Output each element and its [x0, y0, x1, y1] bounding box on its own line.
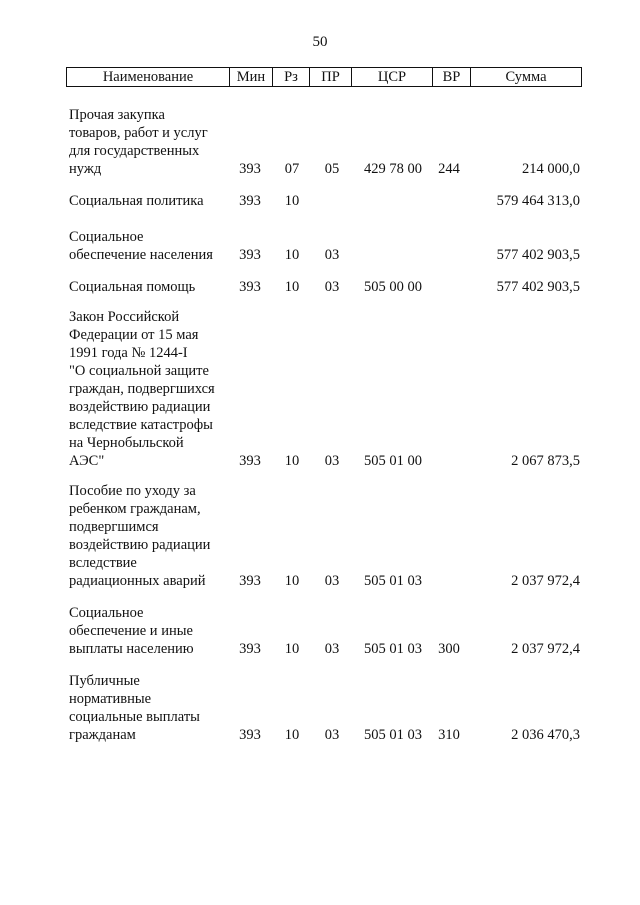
row-csr: 505 01 00 — [364, 453, 422, 469]
row-min: 393 — [239, 279, 261, 295]
table-row — [0, 484, 640, 590]
row-pr: 03 — [324, 247, 340, 263]
table-row — [0, 190, 640, 210]
row-rz: 10 — [284, 193, 300, 209]
header-name: Наименование — [67, 68, 230, 87]
table-row — [0, 226, 640, 264]
row-name: Пособие по уходу за ребенком гражданам, подвергшимся воздействию радиации вследствие радиационных аварий — [69, 483, 211, 589]
row-min: 393 — [239, 161, 261, 177]
header-vr: ВР — [433, 68, 471, 87]
row-rz: 10 — [284, 727, 300, 743]
row-csr: 505 01 03 — [364, 727, 422, 743]
table-header — [66, 67, 582, 87]
row-rz: 10 — [284, 453, 300, 469]
row-pr: 03 — [324, 641, 340, 657]
row-min: 393 — [239, 247, 261, 263]
row-sum: 2 067 873,5 — [511, 453, 580, 469]
row-sum: 577 402 903,5 — [496, 247, 580, 263]
row-vr: 244 — [438, 161, 460, 177]
header-sum: Сумма — [471, 68, 582, 87]
row-vr: 300 — [438, 641, 460, 657]
row-sum: 579 464 313,0 — [496, 193, 580, 209]
header-csr: ЦСР — [352, 68, 433, 87]
row-pr: 03 — [324, 573, 340, 589]
row-rz: 10 — [284, 279, 300, 295]
row-rz: 10 — [284, 573, 300, 589]
row-min: 393 — [239, 453, 261, 469]
table-row — [0, 276, 640, 296]
row-csr: 505 01 03 — [364, 641, 422, 657]
row-min: 393 — [239, 727, 261, 743]
row-csr: 505 01 03 — [364, 573, 422, 589]
row-pr: 03 — [324, 279, 340, 295]
table-row — [0, 604, 640, 658]
row-rz: 10 — [284, 641, 300, 657]
table-row — [0, 672, 640, 744]
row-sum: 2 036 470,3 — [511, 727, 580, 743]
page-number: 50 — [312, 34, 328, 50]
row-pr: 03 — [324, 453, 340, 469]
row-sum: 577 402 903,5 — [496, 279, 580, 295]
table-row — [0, 309, 640, 470]
table-row — [0, 100, 640, 178]
row-sum: 2 037 972,4 — [511, 573, 580, 589]
row-min: 393 — [239, 193, 261, 209]
row-rz: 10 — [284, 247, 300, 263]
row-name: Социальное обеспечение и иные выплаты населению — [69, 605, 194, 657]
header-pr: ПР — [310, 68, 352, 87]
row-name: Публичные нормативные социальные выплаты гражданам — [69, 673, 200, 743]
row-sum: 214 000,0 — [522, 161, 580, 177]
row-min: 393 — [239, 573, 261, 589]
row-min: 393 — [239, 641, 261, 657]
header-rz: Рз — [273, 68, 310, 87]
row-pr: 05 — [324, 161, 340, 177]
row-csr: 505 00 00 — [364, 279, 422, 295]
row-name: Социальное обеспечение населения — [69, 229, 213, 263]
row-name: Социальная политика — [69, 193, 204, 209]
row-sum: 2 037 972,4 — [511, 641, 580, 657]
row-vr: 310 — [438, 727, 460, 743]
header-min: Мин — [230, 68, 273, 87]
row-name: Социальная помощь — [69, 279, 196, 295]
row-name: Закон Российской Федерации от 15 мая 1991 года № 1244-I "О социальной защите граждан, подвергшихся воздействию радиации вследствие катастрофы на Чернобыльской АЭС" — [69, 309, 215, 469]
row-name: Прочая закупка товаров, работ и услуг для государственных нужд — [69, 107, 208, 177]
row-pr: 03 — [324, 727, 340, 743]
row-rz: 07 — [284, 161, 300, 177]
row-csr: 429 78 00 — [364, 161, 422, 177]
